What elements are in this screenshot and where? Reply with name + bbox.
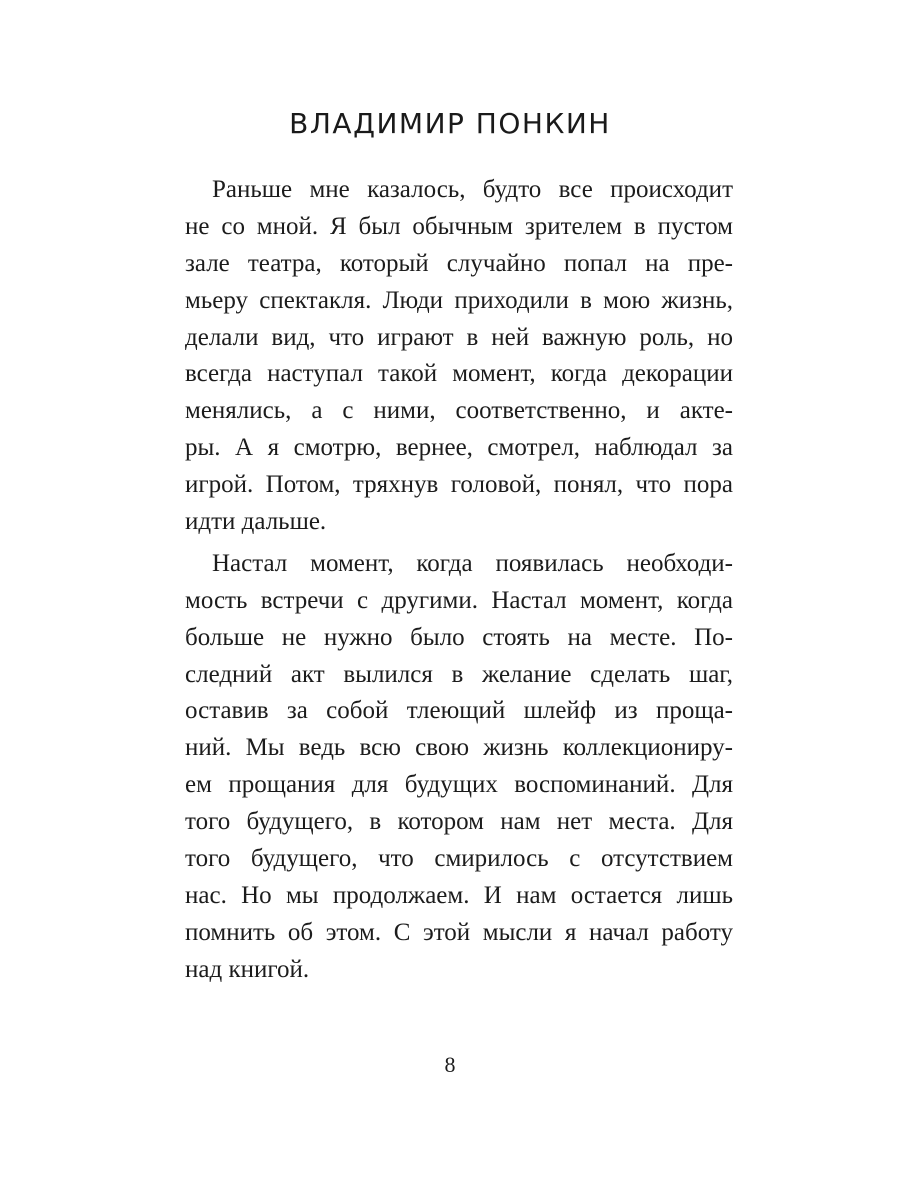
text-line: Настал момент, когда появилась необходи-: [212, 549, 733, 577]
text-line: идти дальше.: [185, 508, 327, 536]
running-header-author: ВЛАДИМИР ПОНКИН: [289, 107, 611, 140]
text-line: следний акт вылился в желание сделать шаг,: [185, 660, 733, 688]
body-text: [185, 172, 733, 989]
text-line: ем прощания для будущих воспоминаний. Для: [185, 771, 733, 799]
text-line: нас. Но мы продолжаем. И нам остается лишь: [185, 881, 733, 909]
text-line: больше не нужно было стоять на месте. По-: [185, 623, 733, 651]
text-line: мость встречи с другими. Настал момент, когда: [185, 586, 733, 614]
text-line: ры. А я смотрю, вернее, смотрел, наблюдал за: [185, 434, 733, 462]
paragraph-1: [185, 172, 733, 541]
text-line: того будущего, в котором нам нет места. Для: [185, 808, 733, 836]
text-line: не со мной. Я был обычным зрителем в пустом: [185, 212, 733, 240]
text-line: над книгой.: [185, 955, 310, 983]
text-line: игрой. Потом, тряхнув головой, понял, что пора: [185, 471, 733, 499]
paragraph-2: [185, 546, 733, 989]
text-line: ний. Мы ведь всю свою жизнь коллекциониру-: [185, 734, 733, 762]
page-number: 8: [444, 1052, 456, 1077]
text-line: делали вид, что играют в ней важную роль, но: [185, 323, 733, 351]
text-line: всегда наступал такой момент, когда декорации: [185, 360, 733, 388]
text-line: менялись, а с ними, соответственно, и акте-: [185, 397, 733, 425]
text-line: помнить об этом. С этой мысли я начал работу: [185, 918, 733, 946]
text-line: зале театра, который случайно попал на пре-: [185, 249, 733, 277]
text-line: оставив за собой тлеющий шлейф из проща-: [185, 697, 733, 725]
text-line: Раньше мне казалось, будто все происходит: [212, 176, 733, 203]
text-line: мьеру спектакля. Люди приходили в мою жизнь,: [185, 286, 733, 314]
text-line: того будущего, что смирилось с отсутствием: [185, 845, 733, 873]
